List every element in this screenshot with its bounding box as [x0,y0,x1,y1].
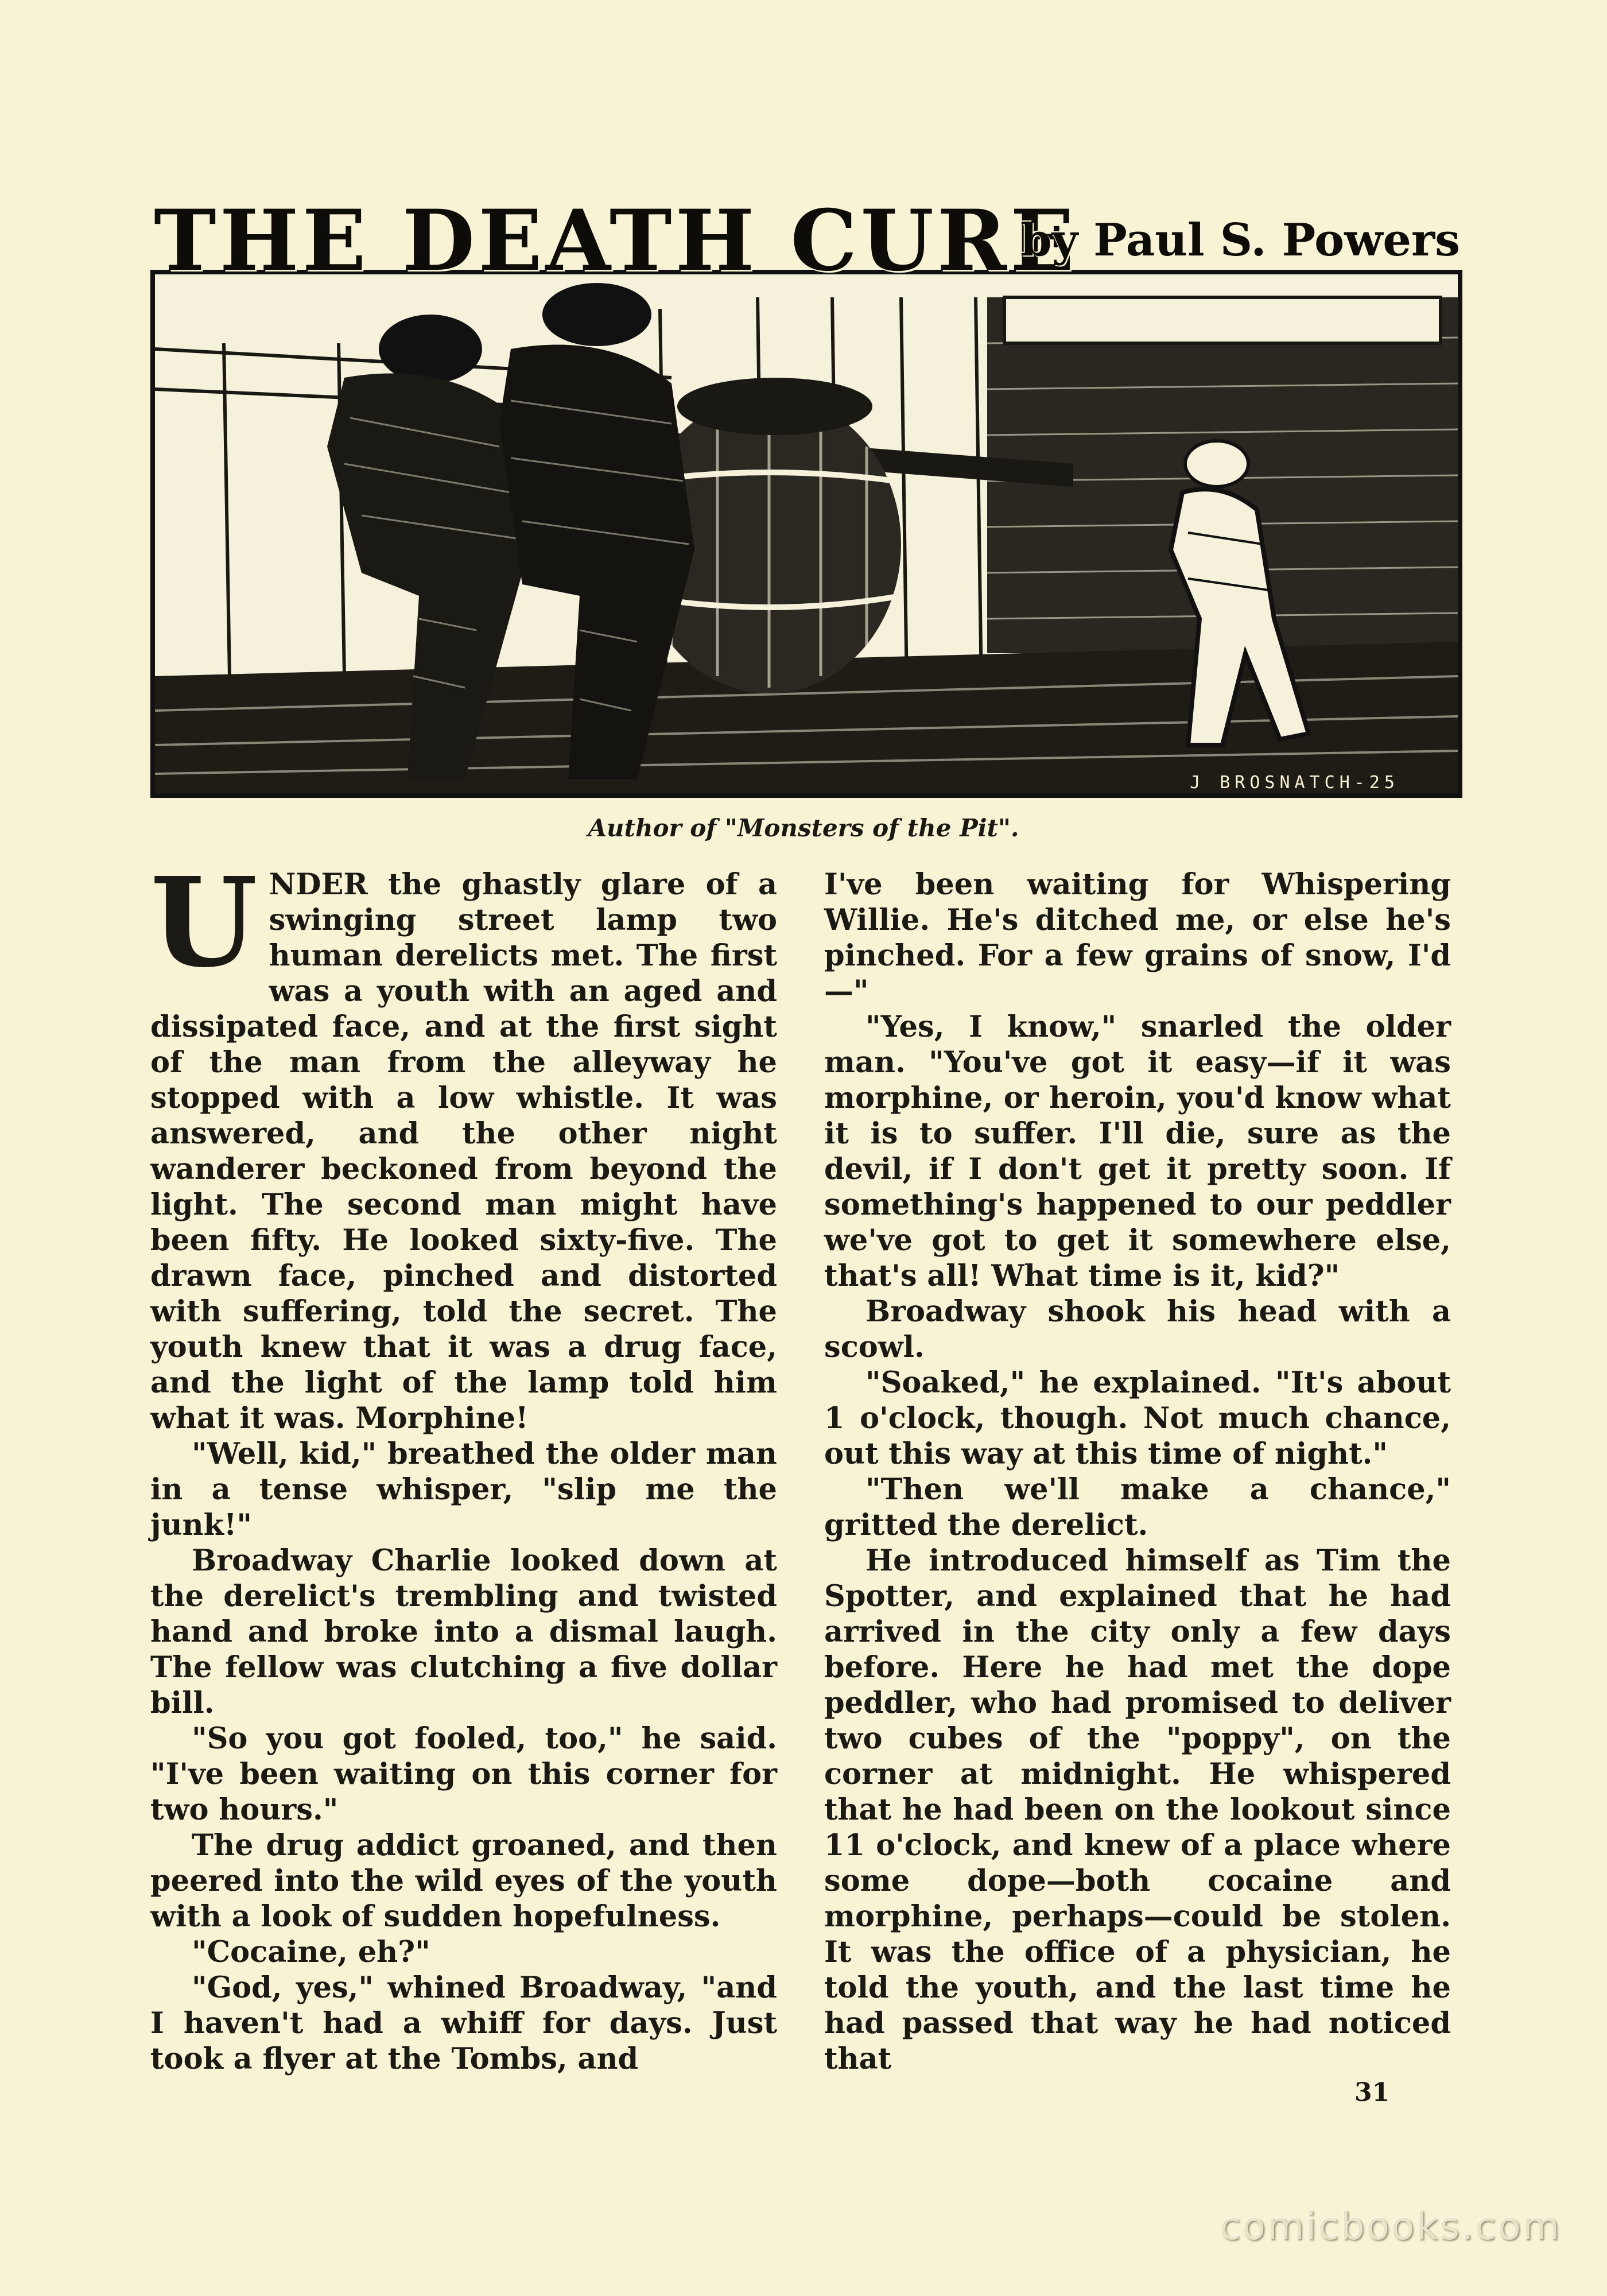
illustrator-signature: J BROSNATCH-25 [1190,773,1399,793]
paragraph: He introduced himself as Tim the Spotter, and explained that he had arrived in the city only a few days before. Here he had met the dope peddler, who had promised to deliver two cubes of the "poppy", on the corner at midnight. He whispered that he had been on the lookout since 11 o'clock, and knew of a place where some dope—both cocaine and morphine, perhaps—could be stolen. It was the office of a physician, he told the youth, and the last time he had passed that way he had noticed that [824,1543,1451,2076]
paragraph [150,851,777,1436]
story-header [150,189,1462,792]
paragraph: "Yes, I know," snarled the older man. "You've got it easy—if it was morphine, or heroin, you'd know what it is to suffer. I'll die, sure as the devil, if I don't get it pretty soon. If something's happened to our peddler we've got to get it somewhere else, that's all! What time is it, kid?" [824,1010,1451,1293]
left-column [150,851,777,2077]
paragraph: "Well, kid," breathed the older man in a tense whisper, "slip me the junk!" [150,1437,777,1542]
paragraph-text: NDER the ghastly glare of a swinging street lamp two human derelicts met. The first was a youth with an aged and dissipated face, and at the first sight of the man from the alleyway he stopped with a low whistle. It was answered, and the other night wanderer beckoned from beyond the light. The second man might have been fifty. He looked sixty-five. The drawn face, pinched and distorted with suffering, told the secret. The youth knew that it was a drug face, and the light of the lamp told him what it was. Morphine! [150,867,777,1436]
paragraph: "Cocaine, eh?" [192,1935,430,1969]
illustration-art [155,274,1458,793]
story-byline: by Paul S. Powers [1020,214,1460,266]
story-title: THE DEATH CURE [154,192,1078,290]
paragraph: "Soaked," he explained. "It's about 1 o'clock, though. Not much chance, out this way at this time of night." [824,1366,1451,1471]
author-note: Author of "Monsters of the Pit". [588,814,1019,842]
paragraph: "Then we'll make a chance," gritted the derelict. [824,1472,1451,1542]
drop-cap: U [150,851,258,995]
paragraph: "God, yes," whined Broadway, "and I haven't had a whiff for days. Just took a flyer at the Tombs, and [150,1971,777,2076]
page-number: 31 [1354,2078,1390,2107]
paragraph: I've been waiting for Whispering Willie. He's ditched me, or else he's pinched. For a few grains of snow, I'd—" [824,867,1451,1009]
paragraph: "So you got fooled, too," he said. "I've been waiting on this corner for two hours." [150,1721,777,1827]
story-illustration [150,270,1462,798]
paragraph: The drug addict groaned, and then peered into the wild eyes of the youth with a look of sudden hopefulness. [150,1828,777,1934]
right-column [824,867,1451,2077]
paragraph: Broadway shook his head with a scowl. [824,1294,1451,1364]
paragraph: Broadway Charlie looked down at the derelict's trembling and twisted hand and broke into a dismal laugh. The fellow was clutching a five dollar bill. [150,1543,777,1720]
site-watermark: comicbooks.com [1220,2204,1561,2248]
